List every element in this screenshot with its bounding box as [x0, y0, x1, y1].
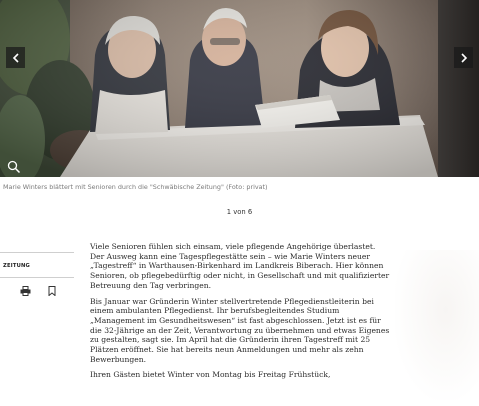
article-paragraph: Ihren Gästen bietet Winter von Montag bis Freitag Frühstück,: [90, 370, 331, 380]
article-body: [90, 242, 390, 386]
gallery-photo: [0, 0, 438, 177]
print-icon[interactable]: [20, 286, 31, 296]
sidebar-section-label: ZEITUNG: [3, 263, 30, 269]
chevron-right-icon: [460, 53, 468, 63]
next-slide-preview: [438, 0, 479, 177]
image-gallery: [0, 0, 479, 177]
image-caption: Marie Winters blättert mit Senioren durch die "Schwäbische Zeitung" (Foto: privat): [3, 183, 268, 191]
search-icon[interactable]: [7, 160, 21, 174]
bookmark-icon[interactable]: [48, 286, 56, 296]
chevron-left-icon: [12, 53, 20, 63]
gallery-prev-button[interactable]: [6, 47, 25, 68]
gallery-counter: 1 von 6: [226, 208, 253, 216]
sidebar-divider: [0, 252, 74, 253]
page-backdrop: [395, 250, 479, 400]
article-paragraph: Bis Januar war Gründerin Winter stellvertretende Pflegedienstleiterin bei einem ambulanten Pflegedienst. Ihr berufsbegleitendes Studium „Management im Gesundheitswesen“ ist fast abgeschlossen. Jetzt ist es für die 32-Jährige an der Zeit, Verantwortung zu übernehmen und etwas Eigenes zu gestalten, sagt sie. Im April hat die Gründerin ihren Tagestreff mit 25 Plätzen eröffnet. Sie hat bereits neun Anmeldungen und mehr als zehn Bewerbungen.: [90, 296, 390, 364]
sidebar-divider: [0, 277, 74, 278]
article-paragraph: Viele Senioren fühlen sich einsam, viele pflegende Angehörige überlastet. Der Ausweg kann eine Tagespflegestätte sein – wie Marie Winters neuer „Tagestreff“ in Warthausen-Birkenhard im Landkreis Biberach. Hier können Senioren, ob pflegebedürftig oder nicht, in Gesellschaft und mit qualifizierter Betreuung den Tag verbringen.: [90, 242, 390, 290]
gallery-next-button[interactable]: [454, 47, 473, 68]
